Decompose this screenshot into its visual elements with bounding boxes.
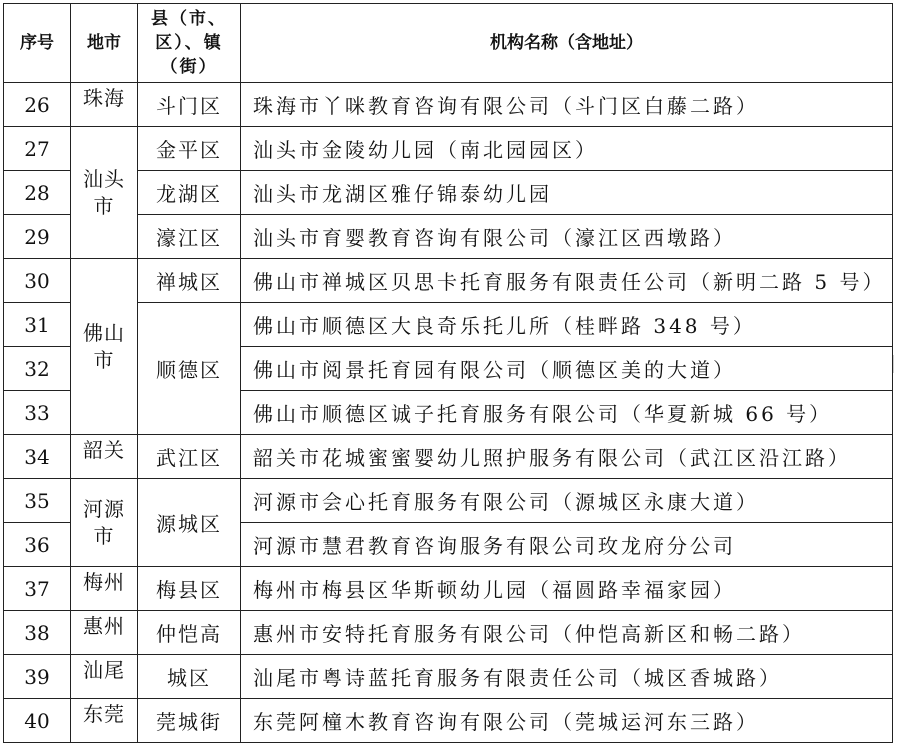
table-row xyxy=(4,171,893,215)
row-number: 26 xyxy=(4,83,71,127)
row-number: 35 xyxy=(4,479,71,523)
header-city: 地市 xyxy=(71,4,138,83)
city-name: 汕尾 xyxy=(83,658,125,682)
district-cell: 梅县区 xyxy=(138,567,241,611)
institution-name: 佛山市阅景托育园有限公司（顺德区美的大道） xyxy=(241,347,893,391)
header-institution: 机构名称（含地址） xyxy=(241,4,893,83)
district-cell: 武江区 xyxy=(138,435,241,479)
city-name: 惠州 xyxy=(83,614,125,638)
institution-name: 东莞阿橦木教育咨询有限公司（莞城运河东三路） xyxy=(241,699,893,743)
row-number: 33 xyxy=(4,391,71,435)
city-name: 韶关 xyxy=(83,438,125,462)
district-cell: 金平区 xyxy=(138,127,241,171)
header-number: 序号 xyxy=(4,4,71,83)
row-number: 36 xyxy=(4,523,71,567)
institution-name: 佛山市顺德区大良奇乐托儿所（桂畔路 348 号） xyxy=(241,303,893,347)
district-cell: 禅城区 xyxy=(138,259,241,303)
institution-name: 佛山市顺德区诚子托育服务有限公司（华夏新城 66 号） xyxy=(241,391,893,435)
table-row xyxy=(4,303,893,347)
city-cell xyxy=(71,259,138,435)
row-number: 28 xyxy=(4,171,71,215)
institution-name: 惠州市安特托育服务有限公司（仲恺高新区和畅二路） xyxy=(241,611,893,655)
row-number: 38 xyxy=(4,611,71,655)
table-row xyxy=(4,435,893,479)
city-name: 佛山市 xyxy=(83,320,125,372)
institution-name: 河源市会心托育服务有限公司（源城区永康大道） xyxy=(241,479,893,523)
row-number: 37 xyxy=(4,567,71,611)
row-number: 27 xyxy=(4,127,71,171)
table-row xyxy=(4,567,893,611)
city-cell xyxy=(71,655,138,699)
city-cell xyxy=(71,699,138,743)
district-cell: 斗门区 xyxy=(138,83,241,127)
row-number: 40 xyxy=(4,699,71,743)
table-row xyxy=(4,611,893,655)
table-row xyxy=(4,699,893,743)
header-district-label: 县（市、区）、镇（街） xyxy=(151,9,227,77)
city-cell xyxy=(71,567,138,611)
city-cell xyxy=(71,435,138,479)
page-edge-mark xyxy=(893,355,898,373)
table-header-row xyxy=(4,4,893,83)
institution-name: 汕头市龙湖区雅仔锦泰幼儿园 xyxy=(241,171,893,215)
district-cell: 源城区 xyxy=(138,479,241,567)
institution-table xyxy=(3,3,893,743)
institution-name: 梅州市梅县区华斯顿幼儿园（福圆路幸福家园） xyxy=(241,567,893,611)
institution-name: 汕尾市粤诗蓝托育服务有限责任公司（城区香城路） xyxy=(241,655,893,699)
institution-name: 河源市慧君教育咨询服务有限公司玫龙府分公司 xyxy=(241,523,893,567)
institution-name: 珠海市丫咪教育咨询有限公司（斗门区白藤二路） xyxy=(241,83,893,127)
city-name: 东莞 xyxy=(83,702,125,726)
district-cell: 顺德区 xyxy=(138,303,241,435)
city-cell xyxy=(71,83,138,127)
table-row xyxy=(4,215,893,259)
row-number: 29 xyxy=(4,215,71,259)
institution-name: 佛山市禅城区贝思卡托育服务有限责任公司（新明二路 5 号） xyxy=(241,259,893,303)
institution-name: 汕头市金陵幼儿园（南北园园区） xyxy=(241,127,893,171)
district-cell: 仲恺高 xyxy=(138,611,241,655)
city-cell xyxy=(71,479,138,567)
institution-name: 汕头市育婴教育咨询有限公司（濠江区西墩路） xyxy=(241,215,893,259)
city-name: 河源市 xyxy=(83,496,125,548)
city-name: 汕头市 xyxy=(83,166,125,218)
table-row xyxy=(4,479,893,523)
district-cell: 莞城街 xyxy=(138,699,241,743)
table-row xyxy=(4,83,893,127)
city-name: 珠海 xyxy=(83,86,125,110)
row-number: 39 xyxy=(4,655,71,699)
table-row xyxy=(4,259,893,303)
header-district xyxy=(138,4,241,83)
table-row xyxy=(4,127,893,171)
row-number: 32 xyxy=(4,347,71,391)
institution-name: 韶关市花城蜜蜜婴幼儿照护服务有限公司（武江区沿江路） xyxy=(241,435,893,479)
row-number: 30 xyxy=(4,259,71,303)
city-name: 梅州 xyxy=(83,570,125,594)
row-number: 34 xyxy=(4,435,71,479)
city-cell xyxy=(71,611,138,655)
city-cell xyxy=(71,127,138,259)
table-row xyxy=(4,655,893,699)
district-cell: 龙湖区 xyxy=(138,171,241,215)
row-number: 31 xyxy=(4,303,71,347)
district-cell: 城区 xyxy=(138,655,241,699)
district-cell: 濠江区 xyxy=(138,215,241,259)
